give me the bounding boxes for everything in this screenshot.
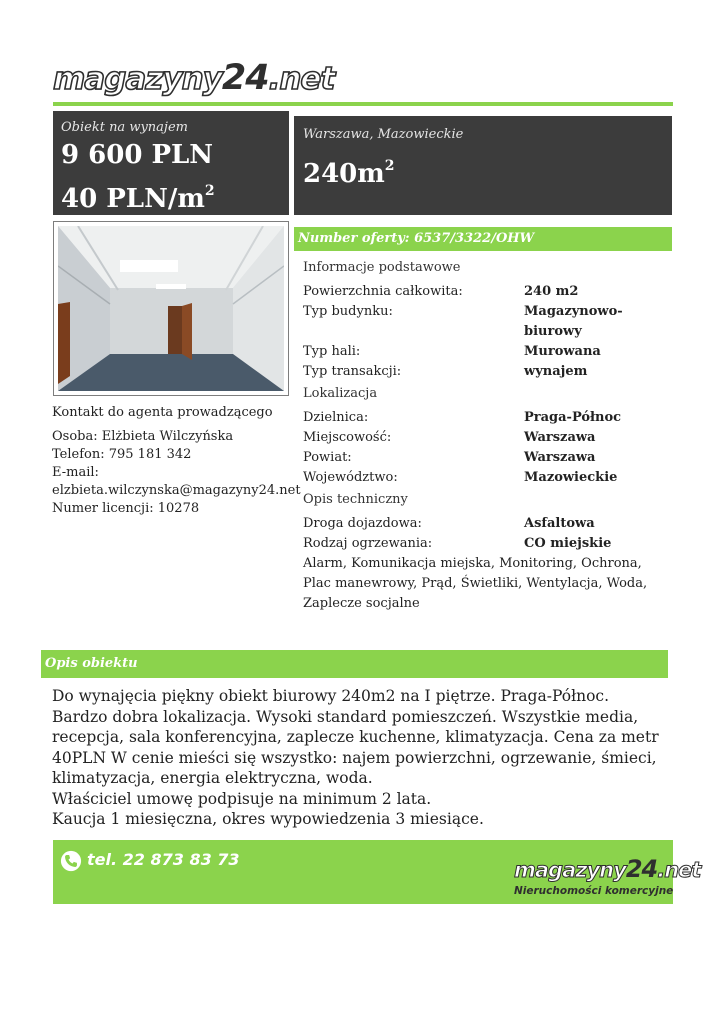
contact-email-label: E-mail: — [52, 465, 99, 480]
price-per-meter: 40 PLN/$m^2$ — [61, 183, 215, 214]
logo-part-magazyny: magazyny — [53, 61, 222, 97]
superscript-2: 2 — [204, 183, 215, 199]
listing-type-label: Obiekt na wynajem — [61, 120, 188, 135]
logo-footer — [514, 854, 700, 884]
contact-email: elzbieta.wilczynska@magazyny24.net — [52, 483, 301, 498]
contact-person: Osoba: Elżbieta Wilczyńska — [52, 429, 234, 444]
detail-row-district: Dzielnica: Praga-Północ — [303, 410, 622, 425]
area-superscript-2: 2 — [384, 158, 395, 174]
description-paragraph: Właściciel umowę podpisuje na minimum 2 lata. — [52, 789, 432, 808]
footer-banner — [53, 840, 701, 904]
location-heading: Lokalizacja — [303, 386, 378, 401]
description-paragraph: Do wynajęcia piękny obiekt biurowy 240m2 na I piętrze. Praga-Północ. Bardzo dobra lokalizacja. Wysoki standard pomieszczeń. Wszystkie media, recepcja, sala konferencyjna, zaplecze kuchenne, klimatyzacja. Cena za metr 40PLN W cenie mieści się wszystko: najem powierzchni, ogrzewanie, śmieci, klimatyzacja, energia elektryczna, woda. — [52, 687, 659, 787]
footer-tagline: Nieruchomości komercyjne — [514, 885, 674, 897]
detail-row-voivodeship: Województwo: Mazowieckie — [303, 470, 618, 485]
price-total: 9 600 PLN — [61, 140, 214, 170]
detail-row-city: Miejscowość: Warszawa — [303, 430, 596, 445]
detail-row-county: Powiat: Warszawa — [303, 450, 596, 465]
property-photo-frame — [53, 221, 289, 396]
agent-contact — [52, 404, 301, 518]
detail-row-transaction-type: Typ transakcji: wynajem — [303, 364, 588, 379]
details-section — [303, 258, 671, 614]
detail-row-area: Powierzchnia całkowita: 240 m2 — [303, 284, 579, 299]
phone-icon — [60, 850, 82, 872]
header-divider — [53, 102, 673, 106]
price-box — [53, 111, 289, 215]
location-box — [294, 116, 672, 215]
description-text — [52, 686, 667, 830]
location-label: Warszawa, Mazowieckie — [303, 127, 464, 142]
description-heading-bar: Opis obiektu — [41, 650, 668, 678]
basic-info-heading: Informacje podstawowe — [303, 260, 461, 275]
features-list: Alarm, Komunikacja miejska, Monitoring, Ochrona, Plac manewrowy, Prąd, Świetliki, Wentylacja, Woda, Zaplecze socjalne — [303, 556, 648, 611]
logo-part-magazyny: magazyny — [514, 858, 626, 882]
description-paragraph: Kaucja 1 miesięczna, okres wypowiedzenia 3 miesiące. — [52, 810, 484, 828]
detail-row-heating: Rodzaj ogrzewania: CO miejskie — [303, 536, 612, 551]
detail-row-building-type: Typ budynku: Magazynowo-biurowy — [303, 304, 623, 339]
detail-row-access-road: Droga dojazdowa: Asfaltowa — [303, 516, 595, 531]
logo-part-24: 24 — [625, 855, 658, 883]
logo-part-net: .net — [268, 61, 335, 97]
logo-part-24: 24 — [221, 58, 269, 98]
detail-row-hall-type: Typ hali: Murowana — [303, 344, 601, 359]
technical-heading: Opis techniczny — [303, 492, 408, 507]
footer-phone: tel. 22 873 83 73 — [87, 850, 240, 869]
contact-heading: Kontakt do agenta prowadzącego — [52, 405, 273, 420]
logo-top — [53, 58, 334, 98]
offer-number-bar: Number oferty: 6537/3322/OHW — [294, 227, 672, 251]
contact-license: Numer licencji: 10278 — [52, 501, 200, 516]
area-value: $240m^2$ — [303, 158, 395, 189]
logo-part-net: .net — [657, 858, 701, 882]
contact-phone: Telefon: 795 181 342 — [52, 447, 192, 462]
property-photo — [58, 226, 284, 391]
